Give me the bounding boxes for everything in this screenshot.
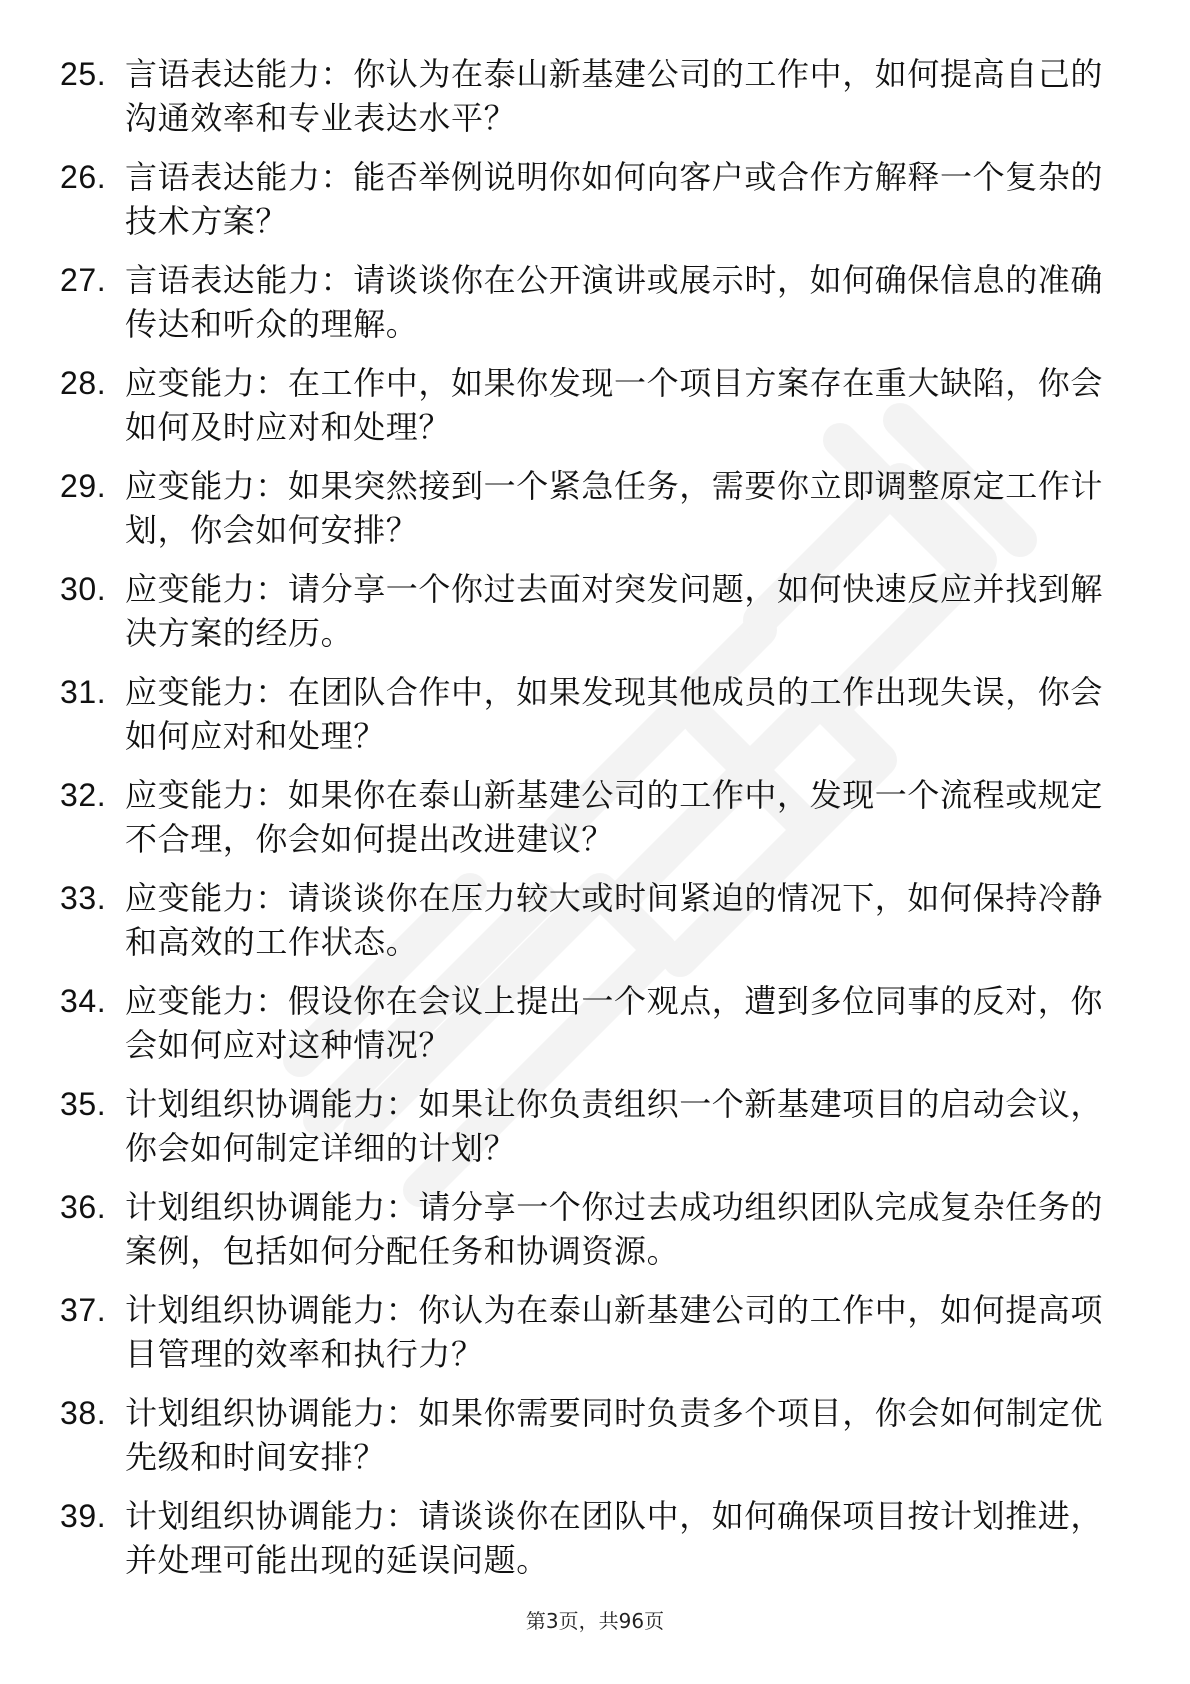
question-number: 38. [60,1395,107,1431]
question-text: 应变能力：假设你在会议上提出一个观点，遭到多位同事的反对，你会如何应对这种情况？ [125,982,1104,1064]
question-item-27 [60,258,1120,346]
question-item-26 [60,155,1120,243]
question-number: 26. [60,159,107,195]
question-number: 28. [60,365,107,401]
question-item-35 [60,1082,1120,1170]
question-number: 39. [60,1498,107,1534]
question-number: 35. [60,1086,107,1122]
question-number: 36. [60,1189,107,1225]
question-item-29 [60,464,1120,552]
question-text: 言语表达能力：你认为在泰山新基建公司的工作中，如何提高自己的沟通效率和专业表达水平？ [125,55,1104,137]
question-item-36 [60,1185,1120,1273]
question-number: 34. [60,983,107,1019]
page-footer [0,1605,1190,1634]
question-text: 计划组织协调能力：如果让你负责组织一个新基建项目的启动会议，你会如何制定详细的计划？ [125,1085,1104,1167]
question-item-31 [60,670,1120,758]
question-text: 应变能力：请分享一个你过去面对突发问题，如何快速反应并找到解决方案的经历。 [125,570,1104,652]
question-number: 32. [60,777,107,813]
question-item-33 [60,876,1120,964]
question-text: 计划组织协调能力：请谈谈你在团队中，如何确保项目按计划推进，并处理可能出现的延误问题。 [125,1497,1104,1579]
question-item-32 [60,773,1120,861]
question-text: 应变能力：在团队合作中，如果发现其他成员的工作出现失误，你会如何应对和处理？ [125,673,1104,755]
question-item-38 [60,1391,1120,1479]
question-item-30 [60,567,1120,655]
page-number-label: 第3页，共96页 [525,1609,665,1633]
question-text: 计划组织协调能力：你认为在泰山新基建公司的工作中，如何提高项目管理的效率和执行力？ [125,1291,1104,1373]
question-text: 言语表达能力：能否举例说明你如何向客户或合作方解释一个复杂的技术方案？ [125,158,1104,240]
question-text: 应变能力：在工作中，如果你发现一个项目方案存在重大缺陷，你会如何及时应对和处理？ [125,364,1104,446]
question-number: 33. [60,880,107,916]
question-item-37 [60,1288,1120,1376]
question-text: 应变能力：如果突然接到一个紧急任务，需要你立即调整原定工作计划，你会如何安排？ [125,467,1104,549]
question-number: 29. [60,468,107,504]
question-text: 计划组织协调能力：如果你需要同时负责多个项目，你会如何制定优先级和时间安排？ [125,1394,1104,1476]
question-text: 计划组织协调能力：请分享一个你过去成功组织团队完成复杂任务的案例，包括如何分配任务和协调资源。 [125,1188,1104,1270]
question-text: 应变能力：请谈谈你在压力较大或时间紧迫的情况下，如何保持冷静和高效的工作状态。 [125,879,1104,961]
question-item-25 [60,52,1120,140]
question-item-39 [60,1494,1120,1582]
question-item-28 [60,361,1120,449]
question-text: 言语表达能力：请谈谈你在公开演讲或展示时，如何确保信息的准确传达和听众的理解。 [125,261,1104,343]
question-number: 27. [60,262,107,298]
question-number: 31. [60,674,107,710]
question-number: 30. [60,571,107,607]
question-number: 37. [60,1292,107,1328]
question-item-34 [60,979,1120,1067]
question-number: 25. [60,56,107,92]
question-text: 应变能力：如果你在泰山新基建公司的工作中，发现一个流程或规定不合理，你会如何提出改进建议？ [125,776,1104,858]
question-list [60,52,1120,1597]
